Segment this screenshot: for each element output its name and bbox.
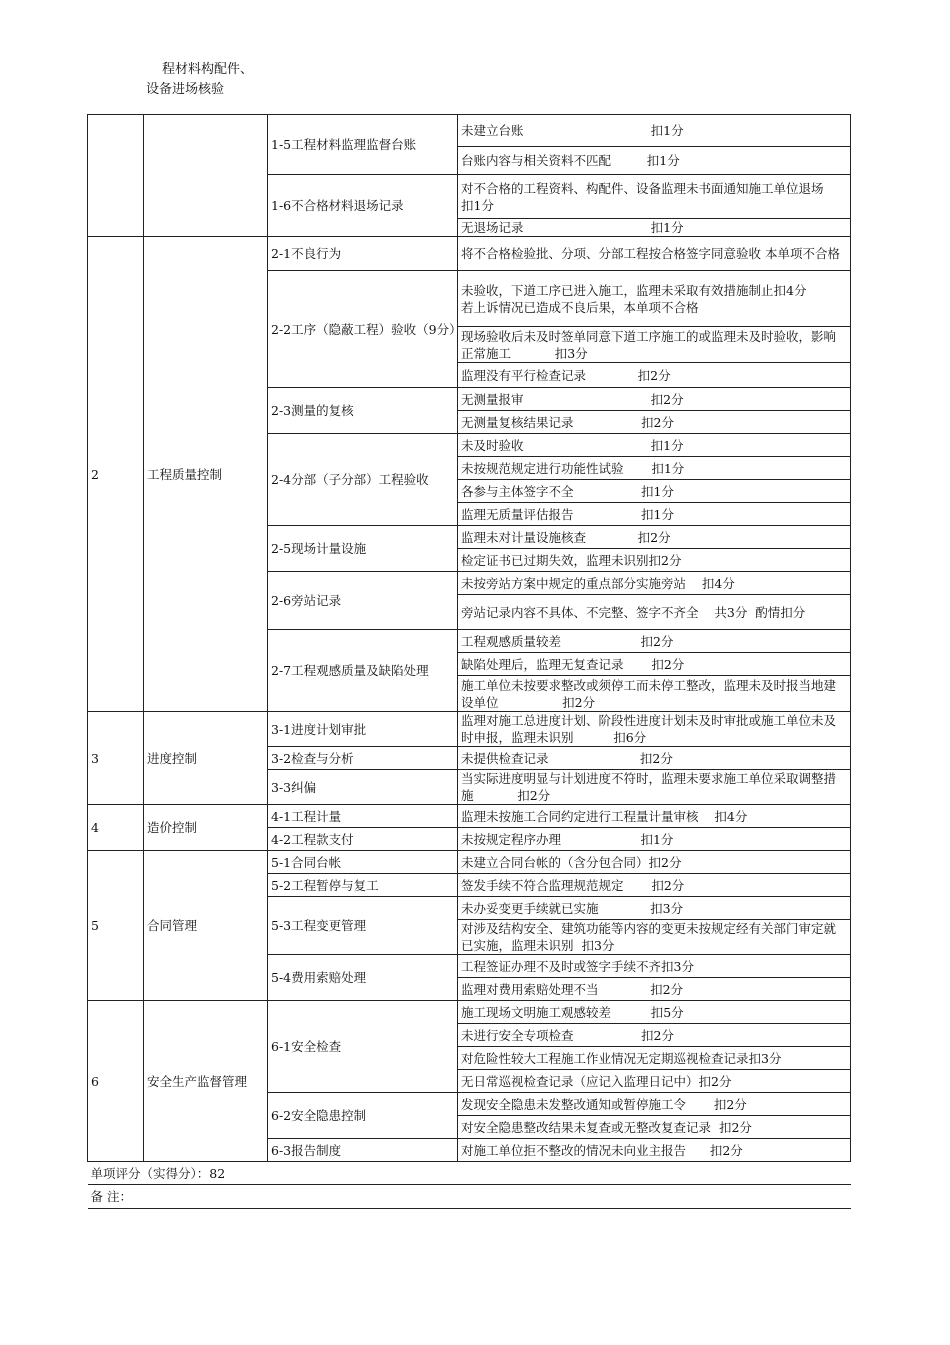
deduction-criterion: 各参与主体签字不全 扣1分: [458, 480, 851, 503]
score-table-body: [88, 115, 903, 1209]
section-number-cell: 4: [88, 805, 144, 851]
deduction-criterion: 未及时验收 扣1分: [458, 434, 851, 457]
deduction-criterion: 未建立台账 扣1分: [458, 115, 851, 147]
deduction-criterion: 未办妥变更手续就已实施 扣3分: [458, 897, 851, 920]
table-row: [88, 1001, 851, 1024]
check-item-label: 1-6不合格材料退场记录: [268, 175, 458, 237]
section-name-cell: 工程质量控制: [144, 237, 268, 712]
deduction-criterion: 对危险性较大工程施工作业情况无定期巡视检查记录扣3分: [458, 1047, 851, 1070]
check-item-label: 3-2检查与分析: [268, 747, 458, 770]
section-number-cell: 3: [88, 712, 144, 805]
check-item-label: 6-3报告制度: [268, 1139, 458, 1162]
check-item-label: 2-7工程观感质量及缺陷处理: [268, 630, 458, 712]
deduction-criterion: 未进行安全专项检查 扣2分: [458, 1024, 851, 1047]
deduction-criterion: 施工单位未按要求整改或须停工而未停工整改，监理未及时报当地建设单位 扣2分: [458, 676, 851, 712]
check-item-label: 6-2安全隐患控制: [268, 1093, 458, 1139]
deduction-criterion: 工程观感质量较差 扣2分: [458, 630, 851, 653]
deduction-criterion: 无日常巡视检查记录（应记入监理日记中）扣2分: [458, 1070, 851, 1093]
deduction-criterion: 未验收，下道工序已进入施工，监理未采取有效措施制止扣4分 若上诉情况已造成不良后果，本单项不合格: [458, 271, 851, 327]
deduction-criterion: 监理未按施工合同约定进行工程量计量审核 扣4分: [458, 805, 851, 828]
check-item-label: 2-6旁站记录: [268, 572, 458, 630]
check-item-label: 6-1安全检查: [268, 1001, 458, 1093]
deduction-criterion: 当实际进度明显与计划进度不符时，监理未要求施工单位采取调整措施 扣2分: [458, 770, 851, 805]
section-name-cell: [144, 115, 268, 237]
check-item-label: 1-5工程材料监理监督台账: [268, 115, 458, 175]
check-item-label: 5-4费用索赔处理: [268, 955, 458, 1001]
deduction-criterion: 无测量报审 扣2分: [458, 388, 851, 411]
check-item-label: 2-4分部（子分部）工程验收: [268, 434, 458, 526]
item-title-fragment: [146, 60, 253, 100]
deduction-criterion: 台账内容与相关资料不匹配 扣1分: [458, 147, 851, 175]
check-item-label: 3-3纠偏: [268, 770, 458, 805]
deduction-criterion: 监理无质量评估报告 扣1分: [458, 503, 851, 526]
deduction-criterion: 对不合格的工程资料、构配件、设备监理未书面通知施工单位退场 扣1分: [458, 175, 851, 219]
deduction-criterion: 未按规定程序办理 扣1分: [458, 828, 851, 851]
check-item-label: 3-1进度计划审批: [268, 712, 458, 747]
total-score-text: 单项评分（实得分）：82: [88, 1162, 851, 1185]
table-row: [88, 805, 851, 828]
check-item-label: 2-3测量的复核: [268, 388, 458, 434]
deduction-criterion: 监理对施工总进度计划、阶段性进度计划未及时审批或施工单位未及时申报，监理未识别 扣6分: [458, 712, 851, 747]
check-item-label: 5-1合同台帐: [268, 851, 458, 874]
deduction-criterion: 未按旁站方案中规定的重点部分实施旁站 扣4分: [458, 572, 851, 595]
deduction-criterion: 未建立合同台帐的（含分包合同）扣2分: [458, 851, 851, 874]
section-number-cell: 2: [88, 237, 144, 712]
check-item-label: 2-2工序（隐蔽工程）验收（9分）: [268, 271, 458, 388]
deduction-criterion: 对安全隐患整改结果未复查或无整改复查记录 扣2分: [458, 1116, 851, 1139]
deduction-criterion: 施工现场文明施工观感较差 扣5分: [458, 1001, 851, 1024]
deduction-criterion: 旁站记录内容不具体、不完整、签字不齐全 共3分 酌情扣分: [458, 595, 851, 630]
deduction-criterion: 未按规范规定进行功能性试验 扣1分: [458, 457, 851, 480]
deduction-criterion: 无退场记录 扣1分: [458, 219, 851, 237]
item-title-line-2: 设备进场核验: [146, 82, 225, 97]
deduction-criterion: 工程签证办理不及时或签字手续不齐扣3分: [458, 955, 851, 978]
check-item-label: 4-2工程款支付: [268, 828, 458, 851]
remarks-label: 备 注：: [88, 1185, 851, 1209]
section-name-cell: 安全生产监督管理: [144, 1001, 268, 1162]
inspection-score-table: [87, 114, 903, 1209]
check-item-label: 2-5现场计量设施: [268, 526, 458, 572]
deduction-criterion: 监理没有平行检查记录 扣2分: [458, 363, 851, 388]
check-item-label: 5-2工程暂停与复工: [268, 874, 458, 897]
score-row: [88, 1162, 851, 1185]
section-number-cell: 6: [88, 1001, 144, 1162]
deduction-criterion: 未提供检查记录 扣2分: [458, 747, 851, 770]
deduction-criterion: 发现安全隐患未发整改通知或暂停施工令 扣2分: [458, 1093, 851, 1116]
deduction-criterion: 无测量复核结果记录 扣2分: [458, 411, 851, 434]
check-item-label: 4-1工程计量: [268, 805, 458, 828]
section-name-cell: 进度控制: [144, 712, 268, 805]
item-title-line-1: 程材料构配件、: [162, 62, 254, 77]
table-row: [88, 851, 851, 874]
deduction-criterion: 缺陷处理后，监理无复查记录 扣2分: [458, 653, 851, 676]
section-name-cell: 造价控制: [144, 805, 268, 851]
section-number-cell: [88, 115, 144, 237]
deduction-criterion: 将不合格检验批、分项、分部工程按合格签字同意验收 本单项不合格: [458, 237, 851, 271]
deduction-criterion: 监理对费用索赔处理不当 扣2分: [458, 978, 851, 1001]
check-item-label: 5-3工程变更管理: [268, 897, 458, 955]
table-row: [88, 712, 851, 747]
deduction-criterion: 监理未对计量设施核查 扣2分: [458, 526, 851, 549]
deduction-criterion: 现场验收后未及时签单同意下道工序施工的或监理未及时验收，影响正常施工 扣3分: [458, 327, 851, 363]
table-row: [88, 115, 851, 147]
deduction-criterion: 检定证书已过期失效，监理未识别扣2分: [458, 549, 851, 572]
section-name-cell: 合同管理: [144, 851, 268, 1001]
check-item-label: 2-1不良行为: [268, 237, 458, 271]
deduction-criterion: 对涉及结构安全、建筑功能等内容的变更未按规定经有关部门审定就已实施，监理未识别 扣3分: [458, 920, 851, 955]
section-number-cell: 5: [88, 851, 144, 1001]
deduction-criterion: 对施工单位拒不整改的情况未向业主报告 扣2分: [458, 1139, 851, 1162]
table-row: [88, 237, 851, 271]
remarks-row: [88, 1185, 851, 1209]
deduction-criterion: 签发手续不符合监理规范规定 扣2分: [458, 874, 851, 897]
